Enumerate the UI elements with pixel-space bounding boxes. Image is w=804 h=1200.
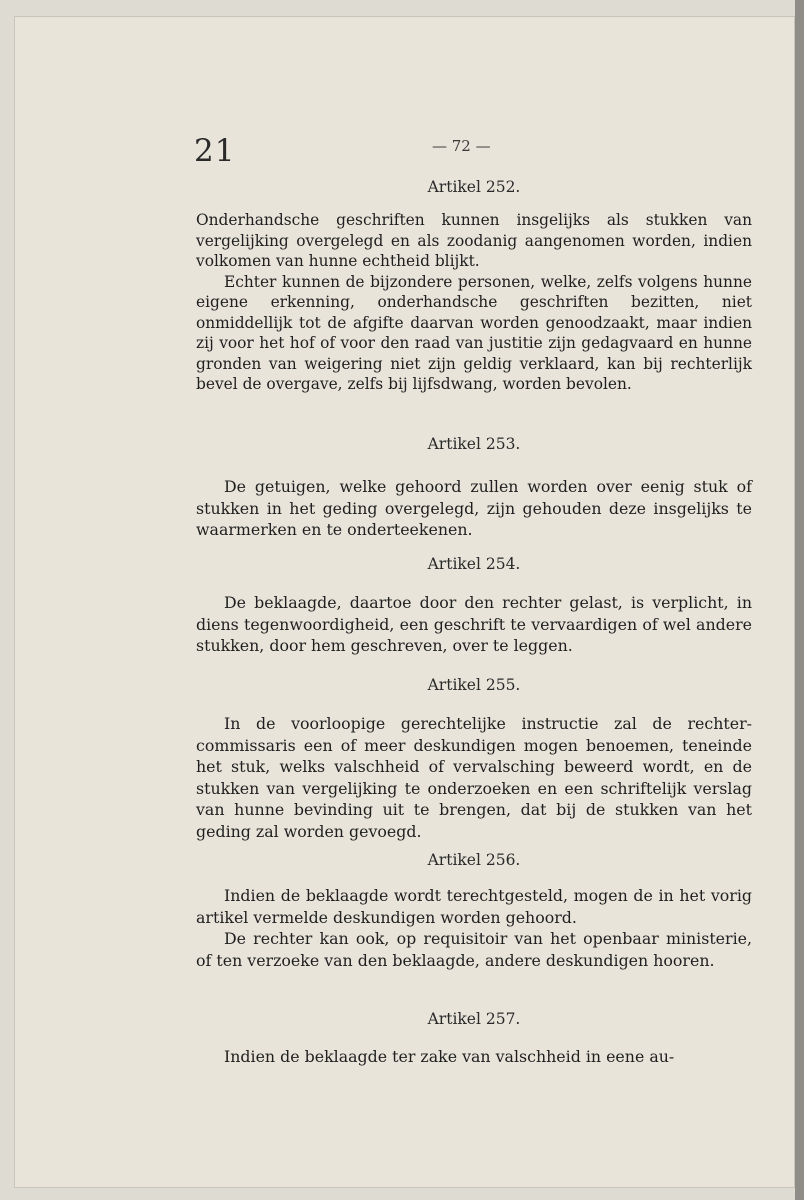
article-body xyxy=(196,713,752,842)
article-heading: Artikel 257. xyxy=(427,1010,521,1028)
article-body xyxy=(196,885,752,971)
page-number-stamp: 21 xyxy=(194,133,236,169)
article-body xyxy=(196,1046,752,1068)
article-heading: Artikel 252. xyxy=(427,178,521,196)
running-head: — 72 — xyxy=(432,137,491,155)
paragraph: De rechter kan ook, op requisitoir van het openbaar ministerie, of ten verzoeke van den beklaagde, andere deskundigen hooren. xyxy=(196,929,752,970)
article-heading: Artikel 253. xyxy=(427,435,521,453)
article-body xyxy=(196,592,752,657)
paragraph: In de voorloopige gerechtelijke instructie zal de rechter-commissaris een of meer deskundigen mogen benoemen, teneinde het stuk, welks valschheid of vervalsching beweerd wordt, en de stukken van vergelijking te onderzoeken en een schriftelijk verslag van hunne bevinding uit te brengen, dat bij de stukken van het geding zal worden gevoegd. xyxy=(196,714,752,841)
page-edge xyxy=(795,0,804,1200)
paragraph: Onderhandsche geschriften kunnen insgelijks als stukken van vergelijking overgelegd en als zoodanig aangenomen worden, indien volkomen van hunne echtheid blijkt. xyxy=(196,211,752,270)
article-heading: Artikel 256. xyxy=(427,851,521,869)
paragraph: Indien de beklaagde wordt terechtgesteld, mogen de in het vorig artikel vermelde deskundigen worden gehoord. xyxy=(196,886,752,927)
article-body xyxy=(196,210,752,395)
article-body xyxy=(196,476,752,541)
paragraph: Echter kunnen de bijzondere personen, welke, zelfs volgens hunne eigene erkenning, onderhandsche geschriften bezitten, niet onmiddellijk tot de afgifte daarvan worden genoodzaakt, maar indien zij voor het hof of voor den raad van justitie zijn gedagvaard en hunne gronden van weigering niet zijn geldig verklaard, kan bij rechterlijk bevel de overgave, zelfs bij lijfsdwang, worden bevolen. xyxy=(196,272,752,393)
paragraph: Indien de beklaagde ter zake van valschheid in eene au- xyxy=(224,1047,675,1066)
paragraph: De getuigen, welke gehoord zullen worden over eenig stuk of stukken in het geding overgelegd, zijn gehouden deze insgelijks te waarmerken en te onderteekenen. xyxy=(196,477,752,539)
article-heading: Artikel 254. xyxy=(427,555,521,573)
article-heading: Artikel 255. xyxy=(427,676,521,694)
paragraph: De beklaagde, daartoe door den rechter gelast, is verplicht, in diens tegenwoordigheid, een geschrift te vervaardigen of wel andere stukken, door hem geschreven, over te leggen. xyxy=(196,593,752,655)
